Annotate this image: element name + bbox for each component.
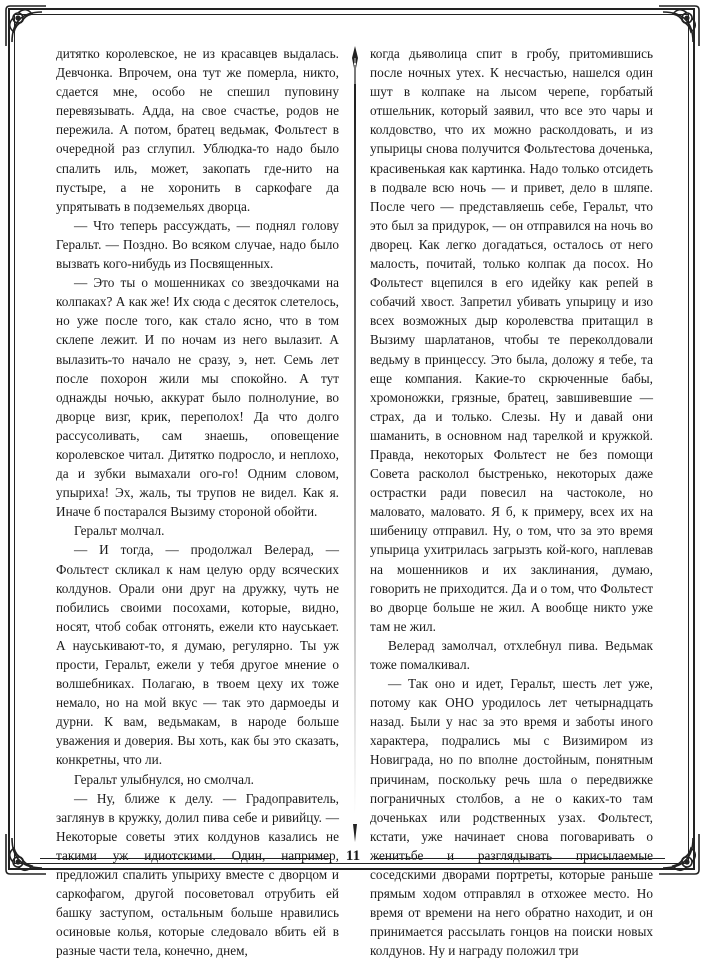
paragraph: дитятко королевское, не из красавцев выдалась. Девчонка. Впрочем, она тут же померла, никто, сдается мне, особо не спешил пуповину перевязывать. Адда, на свое счастье, родов не пережила. А потом, братец ведьмак, Фольтест в очередной раз сглупил. Ублюдка-то надо было спалить иль, может, закопать где-нито на пустыре, а не хоронить в саркофаге да упрятывать в подземельях дворца.: [56, 46, 339, 214]
paragraph: — И тогда, — продолжал Велерад, — Фольтест скликал к нам целую орду всяческих колдунов. Орали они друг на дружку, чуть не побились своими посохами, которые, видно, носят, чтоб собак отгонять, ежели кто науськает. А науськивают-то, я думаю, регулярно. Ты уж прости, Геральт, ежели у тебя другое мнение о волшебниках. Полагаю, в твоем цеху их тоже немало, но на мой вкус — так это дармоеды и дурни. К вам, ведьмакам, в народе больше уважения и доверия. Вы хоть, как бы это сказать, конкретны, что ли.: [56, 542, 339, 768]
flourish-ornament-icon: [2, 2, 48, 48]
pen-nib-divider-icon: [350, 44, 360, 844]
flourish-ornament-icon: [657, 832, 703, 878]
flourish-ornament-icon: [2, 832, 48, 878]
page-number: 11: [345, 848, 361, 864]
footer-rule-right: [375, 858, 665, 859]
paragraph: когда дьяволица спит в гробу, притомившись после ночных утех. К несчастью, нашелся один шут в колпаке на лысом черепе, горбатый отшельник, который заявил, что все это чары и колдовство, что их можно расколдовать, и из упырицы снова получится Фольтестова доченька, красивенькая как картинка. Надо только отсидеть в подвале всю ночь — и привет, дело в шляпе. После чего — представляешь себе, Геральт, что это был за придурок, — он отправился на ночь во дворец. Как легко догадаться, осталось от него малость, почитай, только колпак да посох. Но Фольтест вцепился в его идейку как репей в собачий хвост. Запретил убивать упырицу и изо всех возможных дыр королевства притащил в Вызиму шарлатанов, чтобы те переколдовали ведьму в принцессу. Это была, доложу я тебе, та еще компания. Какие-то скрюченные бабы, хромоножки, грязные, братец, завшивевшие — страх, да и только. Слезы. Ну и давай они шаманить, в основном над тарелкой и кружкой. Правда, некоторых Фольтест не без помощи Совета расколол быстренько, некоторых даже острастки ради повесил на частоколе, но маловато, маловато. Я б, к примеру, всех их на шибеницу отправил. Ну, о том, что за это время упырица ухитрилась загрызть кой-кого, наплевав на мошенников и их заклинания, думаю, говорить не приходится. Да и о том, что Фольтест во дворце больше не жил. А вообще никто уже там не жил.: [370, 46, 653, 634]
paragraph: — Это ты о мошенниках со звездочками на колпаках? А как же! Их сюда с десяток слетелось, но уже после того, как стало ясно, что в том склепе лежит. И по ночам из него вылазит. А вылазить-то начало не сразу, э, нет. Семь лет после похорон жили мы спокойно. А тут однажды ночью, аккурат было полнолуние, во дворце визг, крик, переполох! Да что долго рассусоливать, сам знаешь, оповещение королевское читал. Дитятко подросло, и неплохо, да и зубки вымахали ого-го! Одним словом, упыриха! Эх, жаль, ты трупов не видел. Как я. Иначе б постарался Вызиму стороной обойти.: [56, 275, 339, 520]
text-column-right: [370, 44, 653, 961]
paragraph: — Так оно и идет, Геральт, шесть лет уже, потому как ОНО уродилось лет четырнадцать назад. Были у нас за это время и заботы иного характера, подрались мы с Визимиром из Новиграда, но по вполне достойным, понятным причинам, поскольку речь шла о передвижке пограничных столбов, а не о каких-то там доченьках или родственных узах. Фольтест, кстати, уже начинает снова поговаривать о женитьбе и разглядывать присылаемые соседскими дворами портреты, которые раньше прямым ходом отправлял в отхожее место. Но время от времени на него обратно находит, и он принимается рассылать гонцов на поиски новых колдунов. Ну и награду положил три: [370, 676, 653, 959]
flourish-ornament-icon: [657, 2, 703, 48]
text-column-left: [56, 44, 339, 961]
paragraph: Геральт молчал.: [74, 523, 165, 539]
paragraph: — Что теперь рассуждать, — поднял голову Геральт. — Поздно. Во всяком случае, надо было вызвать кого-нибудь из Посвященных.: [56, 217, 339, 272]
paragraph: — Ну, ближе к делу. — Градоправитель, заглянув в кружку, долил пива себе и ривийцу. — Некоторые советы этих колдунов казались не такими уж идиотскими. Один, например, предложил спалить упыриху вместе с дворцом и саркофагом, другой посоветовал отрубить ей башку заступом, остальным больше нравились осиновые колья, которые следовало вбить ей в разные части тела, конечно, днем,: [56, 790, 339, 959]
footer-rule-left: [40, 858, 330, 859]
paragraph: Велерад замолчал, отхлебнул пива. Ведьмак тоже помалкивал.: [370, 637, 653, 672]
paragraph: Геральт улыбнулся, но смолчал.: [74, 771, 254, 787]
